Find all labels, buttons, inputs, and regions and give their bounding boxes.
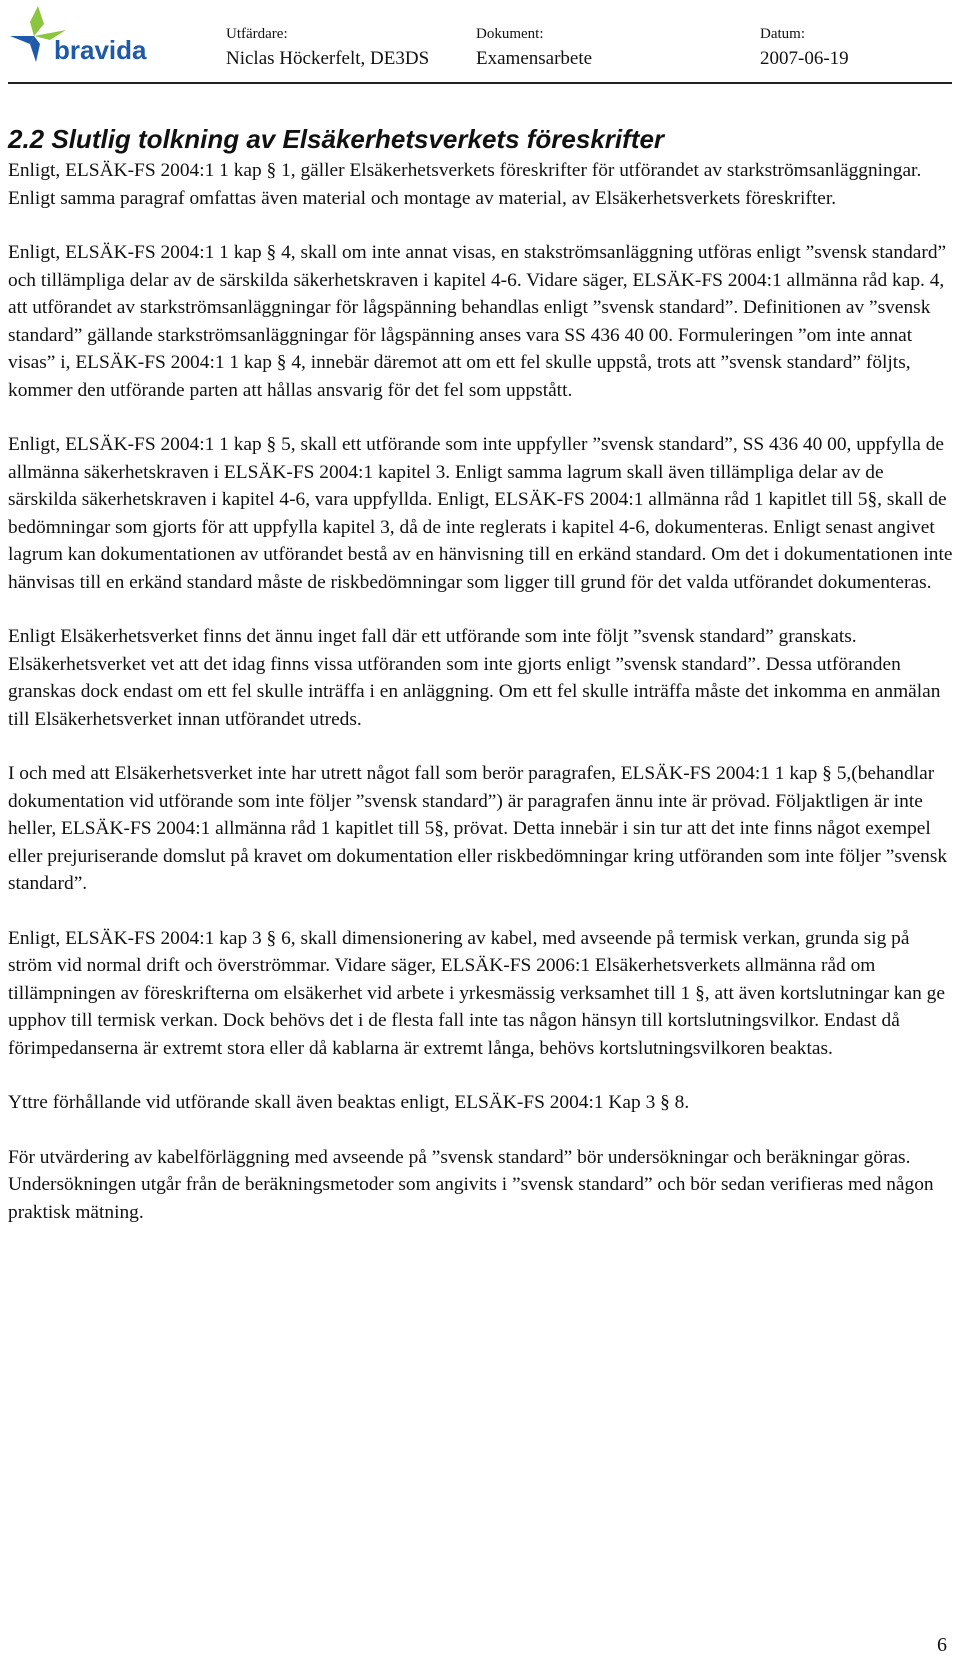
date-field — [760, 24, 849, 72]
logo-wordmark: bravida — [54, 35, 147, 65]
paragraph: Enligt, ELSÄK-FS 2004:1 1 kap § 5, skall ett utförande som inte uppfyller ”svensk standard”, SS 436 40 00, uppfylla de allmänna säkerhetskraven i ELSÄK-FS 2004:1 kapitel 3. Enligt samma lagrum skall även tillämpliga delar av de särskilda säkerhetskraven i kapitel 4-6, vara uppfyllda. Enligt, ELSÄK-FS 2004:1 allmänna råd 1 kapitlet till 5§, skall de bedömningar som gjorts för att uppfylla kapitel 3, då de inte reglerats i kapitel 4-6, dokumenteras. Enligt senast angivet lagrum kan dokumentationen av utförandet bestå av en hänvisning till en erkänd standard. Om det i dokumentationen inte hänvisas till en erkänd standard måste de riskbedömningar som ligger till grund för det valda utförandet dokumenteras. — [8, 434, 953, 593]
paragraph: Enligt, ELSÄK-FS 2004:1 kap 3 § 6, skall dimensionering av kabel, med avseende på termisk verkan, grunda sig på ström vid normal drift och överströmmar. Vidare säger, ELSÄK-FS 2006:1 Elsäkerhetsverkets allmänna råd om tillämpningen av föreskrifterna om elsäkerhet vid arbete i yrkesmässig verksamhet till 1 §, att även kortslutningar kan ge upphov till termisk verkan. Dock behövs det i de flesta fall inte tas någon hänsyn till kortslutningsvilkor. Endast då förimpedanserna är extremt stora eller då kablarna är extremt långa, behövs kortslutningsvilkoren beaktas. — [8, 927, 945, 1059]
page-header — [0, 0, 960, 85]
issuer-value: Niclas Höckerfelt, DE3DS — [226, 48, 430, 69]
paragraph: För utvärdering av kabelförläggning med avseende på ”svensk standard” bör undersökningar och beräkningar göras. Undersökningen utgår från de beräkningsmetoder som angivits i ”svensk standard” och bör sedan verifieras med någon praktisk mätning. — [8, 1146, 934, 1223]
document-label: Dokument: — [476, 26, 544, 42]
section-heading: 2.2 Slutlig tolkning av Elsäkerhetsverkets föreskrifter — [8, 124, 665, 154]
page-number: 6 — [937, 1634, 947, 1656]
document-field — [476, 24, 592, 72]
paragraph: I och med att Elsäkerhetsverket inte har utrett något fall som berör paragrafen, ELSÄK-FS 2004:1 1 kap § 5,(behandlar dokumentation vid utförande som inte följer ”svensk standard”) är paragrafen ännu inte är prövad. Följaktligen är inte heller, ELSÄK-FS 2004:1 allmänna råd 1 kapitlet till 5§, prövat. Detta innebär i sin tur att det inte finns något exempel eller prejuriserande domslut på kravet om dokumentation eller riskbedömningar kring utföranden som inte följer ”svensk standard”. — [8, 763, 948, 894]
page-body — [8, 124, 954, 1253]
issuer-field — [226, 24, 429, 72]
paragraph: Enligt, ELSÄK-FS 2004:1 1 kap § 1, gäller Elsäkerhetsverkets föreskrifter för utförandet av starkströmsanläggningar. Enligt samma paragraf omfattas även material och montage av material, av Elsäkerhetsverkets föreskrifter. — [8, 160, 922, 209]
paragraph: Enligt Elsäkerhetsverket finns det ännu inget fall där ett utförande som inte följt ”svensk standard” granskats. Elsäkerhetsverket vet att det idag finns vissa utföranden som inte gjorts enligt ”svensk standard”. Dessa utföranden granskas dock endast om ett fel skulle inträffa i en anläggning. Om ett fel skulle inträffa måste det inkomma en anmälan till Elsäkerhetsverket innan utförandet utreds. — [8, 626, 941, 730]
paragraph: Enligt, ELSÄK-FS 2004:1 1 kap § 4, skall om inte annat visas, en stakströmsanläggning utföras enligt ”svensk standard” och tillämpliga delar av de särskilda säkerhetskraven i kapitel 4-6. Vidare säger, ELSÄK-FS 2004:1 allmänna råd kap. 4, att utförandet av starkströmsanläggningar för lågspänning behandlas enligt ”svensk standard”. Definitionen av ”svensk standard” gällande starkströmsanläggningar för lågspänning anses vara SS 436 40 00. Formuleringen ”om inte annat visas” i, ELSÄK-FS 2004:1 1 kap § 4, innebär däremot att om ett fel skulle uppstå, trots att ”svensk standard” följts, kommer den utförande parten att hållas ansvarig för det fel som uppstått. — [8, 242, 947, 401]
bravida-logo — [8, 4, 148, 68]
paragraph: Yttre förhållande vid utförande skall även beaktas enligt, ELSÄK-FS 2004:1 Kap 3 § 8. — [8, 1092, 690, 1113]
date-label: Datum: — [760, 26, 805, 42]
issuer-label: Utfärdare: — [226, 26, 288, 42]
header-divider — [8, 82, 952, 84]
document-value: Examensarbete — [476, 48, 593, 69]
date-value: 2007-06-19 — [760, 48, 849, 69]
